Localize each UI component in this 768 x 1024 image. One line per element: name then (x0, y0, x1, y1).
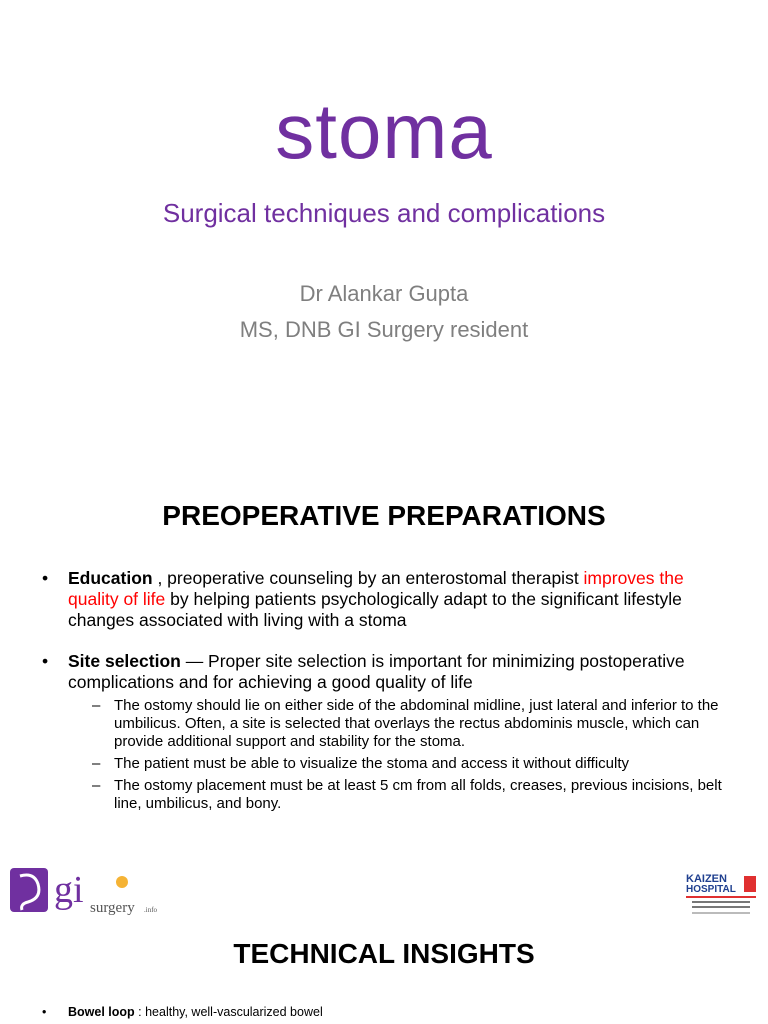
logo-hospital-text: HOSPITAL (686, 884, 736, 895)
bullet-text: by helping patients psychologically adapt to the significant lifestyle changes associated with living with a stoma (68, 589, 682, 630)
author-name: Dr Alankar Gupta (299, 281, 469, 306)
author-title: MS, DNB GI Surgery resident (239, 317, 529, 342)
sub-bullet: – The ostomy placement must be at least 5 cm from all folds, creases, previous incisions, belt line, umbilicus, and bony. (92, 777, 726, 813)
sun-icon (116, 876, 128, 888)
bullet-bowel-loop (42, 1004, 728, 1020)
preoperative-slide (0, 470, 768, 930)
bullet-text: : healthy, well-vascularized bowel (134, 1005, 323, 1019)
bullet-education (42, 568, 728, 631)
bullet-site-selection (42, 651, 728, 693)
logo-surgery-text: surgery (90, 900, 135, 916)
kaizen-hospital-logo (684, 870, 760, 920)
slide-subtitle: Surgical techniques and complications (162, 198, 606, 228)
section-heading: TECHNICAL INSIGHTS (233, 938, 535, 969)
bullet-bold-label: Education (68, 568, 153, 588)
bullet-list (42, 568, 728, 813)
technical-insights-slide (0, 930, 768, 1024)
logo-gi-text: gi (54, 869, 84, 911)
logo-kaizen-text: KAIZEN (686, 873, 727, 885)
sub-bullet: – The patient must be able to visualize the stoma and access it without difficulty (92, 755, 726, 773)
slide-title: stoma (275, 87, 493, 175)
logo-suffix-text: .info (144, 906, 158, 914)
bullet-text: , preoperative counseling by an enterostomal therapist (152, 568, 584, 588)
bullet-bold-label: Site selection (68, 651, 181, 671)
gi-surgery-logo (10, 866, 160, 916)
section-heading: PREOPERATIVE PREPARATIONS (162, 500, 606, 531)
title-slide (0, 0, 768, 470)
bullet-list (42, 1004, 728, 1020)
kaizen-emblem (744, 876, 756, 892)
highlight-text: improves the quality of life (68, 568, 684, 609)
sub-bullet: – The ostomy should lie on either side of the abdominal midline, just lateral and inferior to the umbilicus. Often, a site is selected that overlays the rectus abdominis muscle, which can provide additional support and stability for the stoma. (92, 697, 726, 751)
bullet-text: — Proper site selection is important for minimizing postoperative complications and for achieving a good quality of life (68, 651, 685, 692)
author-block (0, 276, 768, 348)
bullet-bold-label: Bowel loop (68, 1005, 135, 1019)
